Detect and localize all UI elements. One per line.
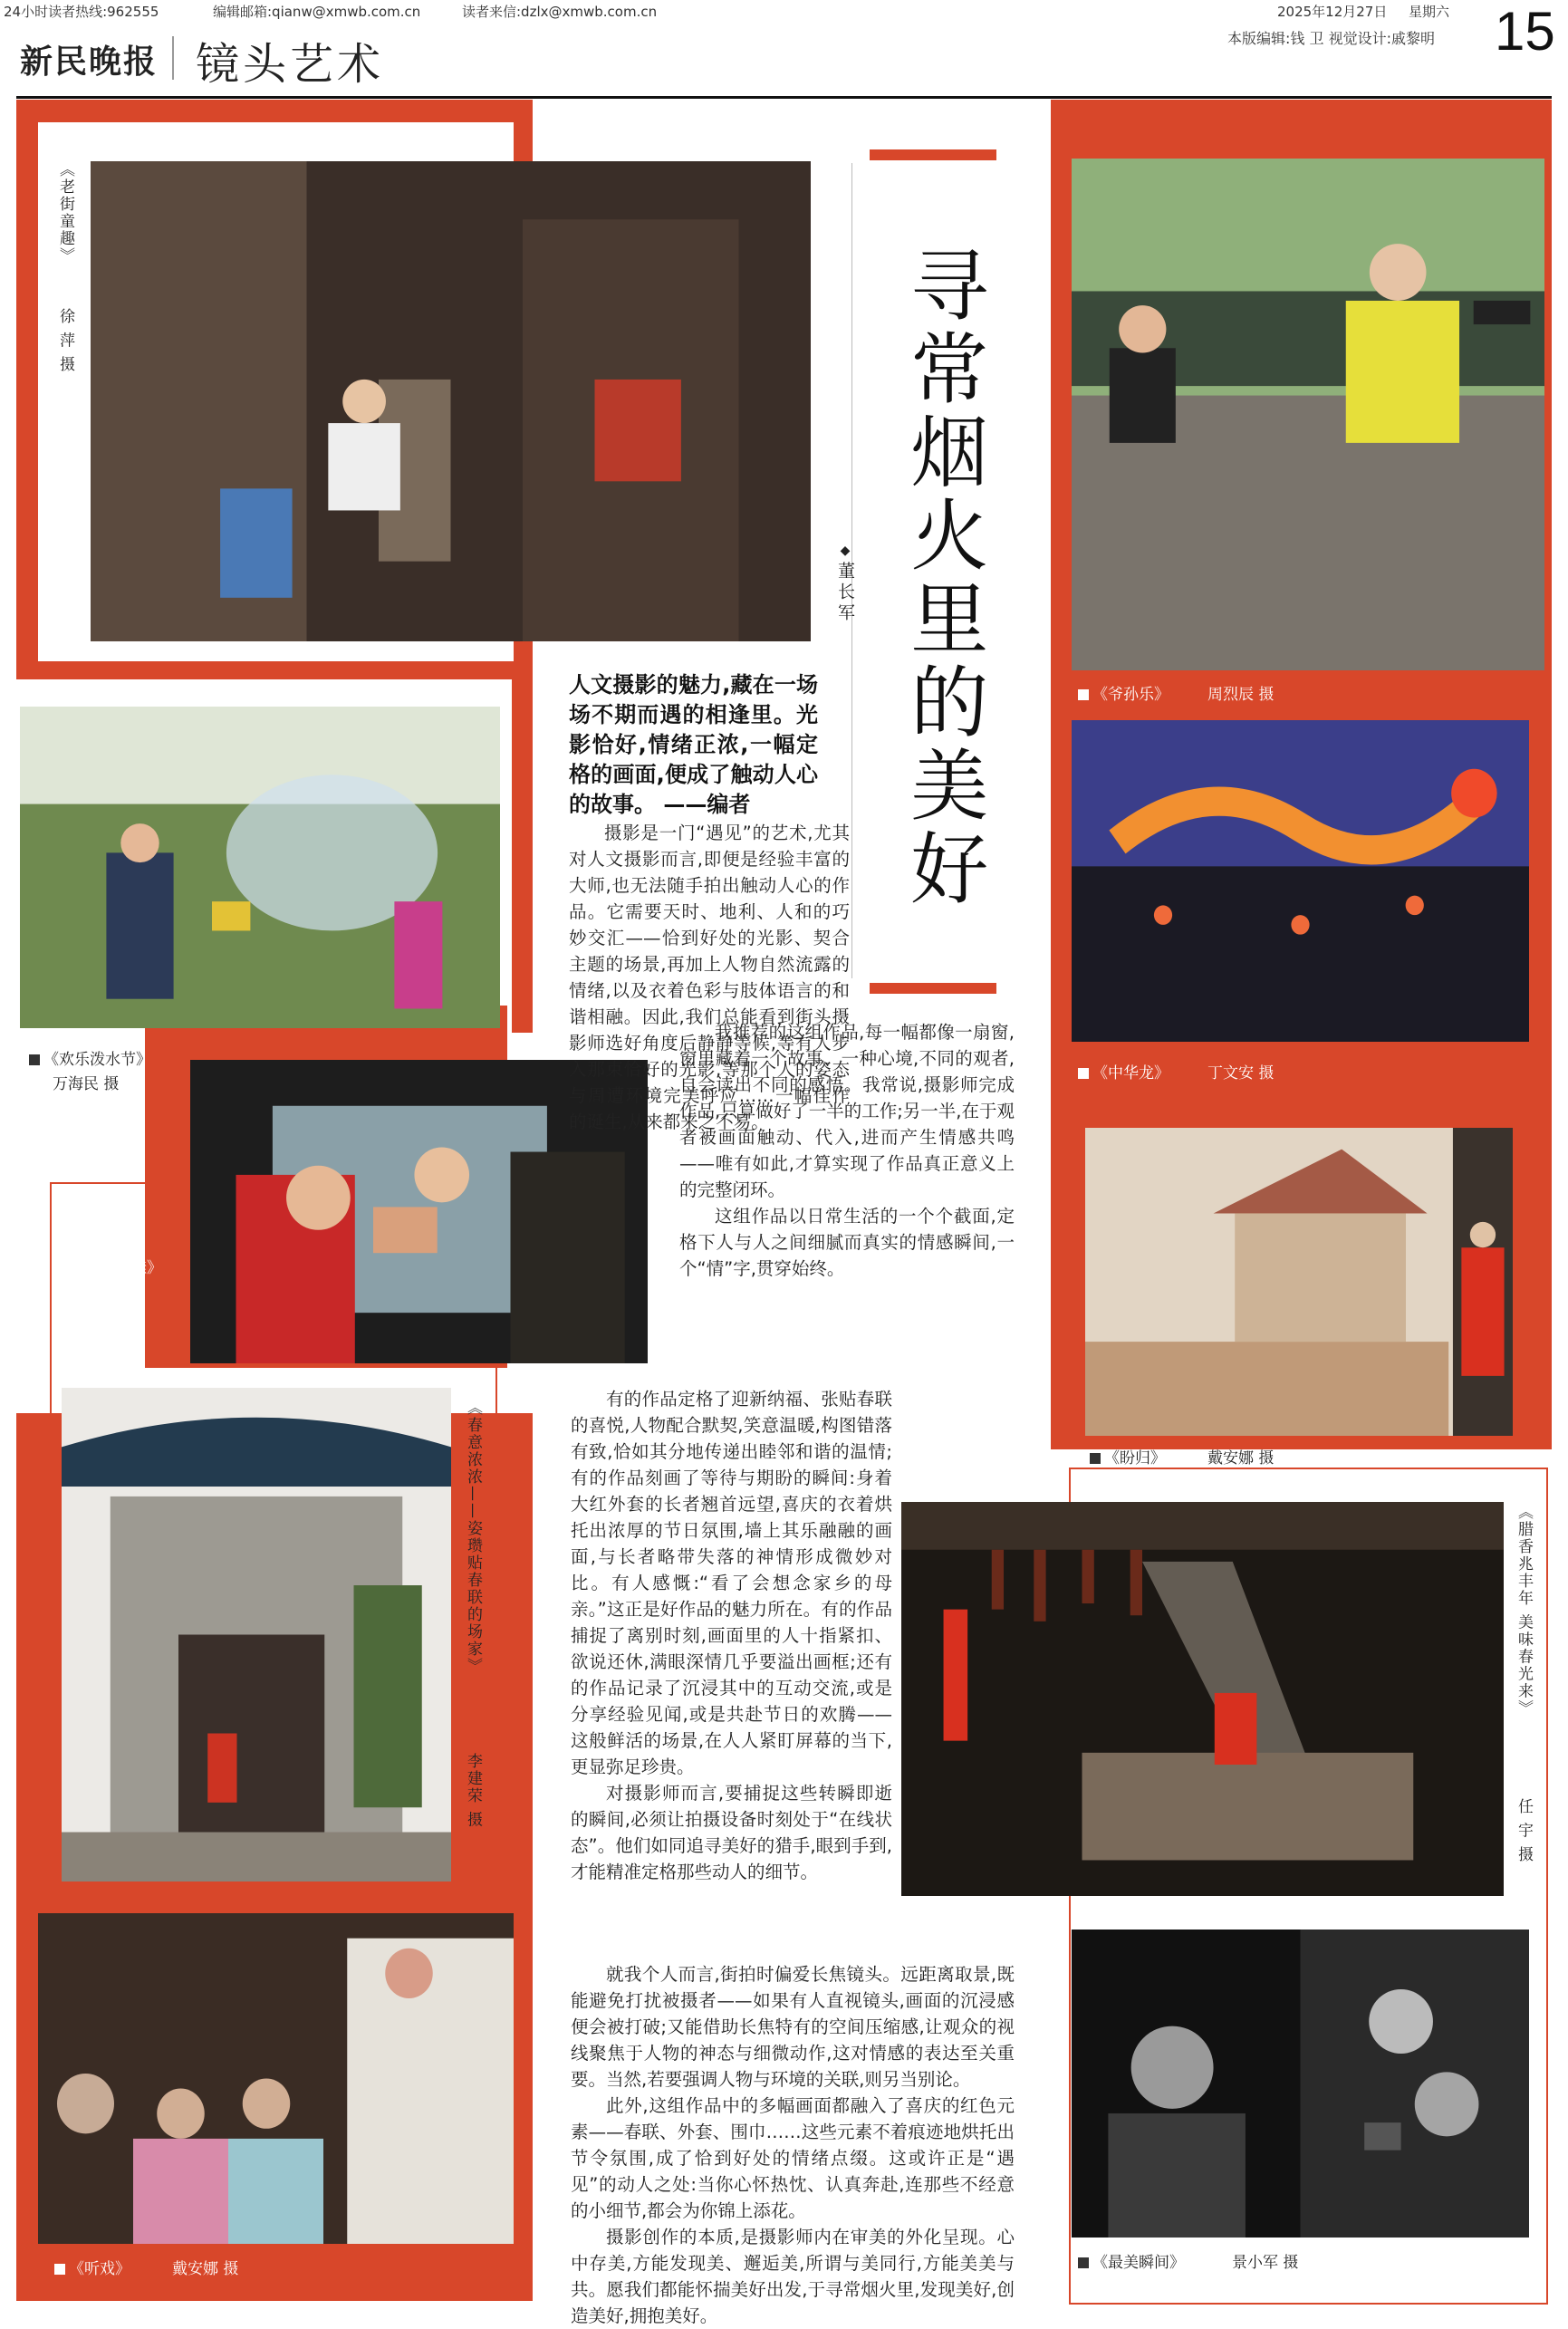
caption-p5-title: 《听戏》 [54,2256,130,2278]
caption-p7-title: 《中华龙》 [1078,1060,1169,1083]
caption-p10-title: 《最美瞬间》 [1078,2249,1185,2272]
red-strip [16,661,533,679]
date: 2025年12月27日 [1277,4,1388,20]
paragraph-3: 这组作品以日常生活的一个个截面,定格下人与人之间细腻而真实的情感瞬间,一个“情”字,贯穿始终。 [679,1206,1015,1279]
caption-p8-title: 《盼归》 [1090,1445,1166,1468]
caption-p3-credit: 李 立 摄 [86,1282,142,1300]
paragraph-4: 有的作品定格了迎新纳福、张贴春联的喜悦,人物配合默契,笑意温暖,构图错落有致,恰如其分地传递出睦邻和谐的温情;有的作品刻画了等待与期盼的瞬间:身着大红外套的长者翘首远望,喜庆的衣着烘托出浓厚的节日氛围,墙上其乐融融的画面,与长者略带失落的神情形成微妙对比。有人感慨:“看了会想念家乡的母亲。”这正是好作品的魅力所在。有的作品捕捉了离别时刻,画面里的人十指紧扣、欲说还休,满眼深情几乎要溢出画框;还有的作品记录了沉浸其中的互动交流,或是分享经验见闻,或是共赴节日的欢腾——这般鲜活的场景,在人人紧盯屏幕的当下,更显弥足珍贵。 [571,1389,892,1777]
red-strip-right [512,661,533,1033]
caption-p2-title: 《欢乐泼水节》 [29,1046,151,1069]
caption-p2-credit: 万海民 摄 [53,1075,120,1093]
title-bar-top [870,149,996,160]
caption-p8-credit: 戴安娜 摄 [1207,1449,1275,1468]
photo-opera-watching [38,1913,514,2244]
paragraph-2: 我推荐的这组作品,每一幅都像一扇窗,窗里藏着一个故事、一种心境,不同的观者,自会读出不同的感悟。我常说,摄影师完成作品,只算做好了一半的工作;另一半,在于观者被画面触动、代入,进而产生情感共鸣——唯有如此,才算实现了作品真正意义上的完整闭环。 [679,1022,1015,1200]
section-title: 镜头艺术 [196,39,385,90]
page-number: 15 [1495,1,1555,62]
caption-p3-title: 《牵挂》 [86,1255,162,1277]
article-author: ◆董长军 [835,544,855,624]
weekday: 星期六 [1409,4,1450,20]
masthead-separator [172,36,174,80]
article-title: 寻常烟火里的美好 [897,245,988,911]
caption-p4-title: 《春意浓浓——姿瓒贴春联的场家》 [464,1400,482,1675]
paragraph-8: 摄影创作的本质,是摄影师内在审美的外化呈现。心中存美,方能发现美、邂逅美,所谓与美同行,方能美美与共。愿我们都能怀揣美好出发,于寻常烟火里,发现美好,创造美好,拥抱美好。 [571,2227,1015,2326]
photo-water-festival [20,707,500,1028]
paragraph-6: 就我个人而言,街拍时偏爱长焦镜头。远距离取景,既能避免打扰被摄者——如果有人直视镜头,画面的沉浸感便会被打破;又能借助长焦特有的空间压缩感,让观众的视线聚焦于人物的神态与细微动作,这对情感的表达至关重要。当然,若要强调人物与环境的关联,则另当别论。 [571,1964,1015,2090]
article-body-col1 [569,820,850,1132]
photo-old-street-kids [91,161,811,641]
article-lead: 人文摄影的魅力,藏在一场场不期而遇的相逢里。光影恰好,情绪正浓,一幅定格的画面,便成了触动人心的故事。 ——编者 [569,672,818,817]
caption-p6-title: 《爷孙乐》 [1078,681,1169,704]
photo-cured-meat-kitchen [901,1502,1504,1896]
article-body-col3 [571,1386,892,1957]
photo-grandpa-grandson [1072,159,1544,670]
photo-best-moment [1072,1930,1529,2238]
photo-waiting-return [1085,1128,1513,1436]
caption-p1-title: 《老街童趣》 [56,161,74,265]
caption-p6-credit: 周烈辰 摄 [1207,686,1275,704]
caption-p1-credit: 徐 萍 摄 [56,308,74,373]
masthead-rule [16,96,1552,99]
caption-p9-credit: 任 宇 摄 [1515,1798,1533,1863]
photo-spring-couplets [62,1388,451,1881]
paragraph-5: 对摄影师而言,要捕捉这些转瞬即逝的瞬间,必须让拍摄设备时刻处于“在线状态”。他们如同追寻美好的猎手,眼到手到,才能精准定格那些动人的细节。 [571,1783,892,1882]
caption-p5-credit: 戴安娜 摄 [172,2260,239,2278]
newspaper-logo: 新民晚报 [20,43,159,81]
article-body-col2 [679,1019,1015,1381]
hotline: 24小时读者热线:962555 [4,4,159,20]
article-body-col4 [571,1961,1015,2326]
caption-p10-credit: 景小军 摄 [1232,2254,1299,2272]
caption-p4-credit: 李建荣 摄 [464,1753,482,1829]
edit-email: 编辑邮箱:qianw@xmwb.com.cn [213,4,421,20]
editor-credit: 本版编辑:钱 卫 视觉设计:戚黎明 [1227,30,1435,47]
paragraph-1: 摄影是一门“遇见”的艺术,尤其对人文摄影而言,即便是经验丰富的大师,也无法随手拍出触动人心的作品。它需要天时、地利、人和的巧妙交汇——恰到好处的光影、契合主题的场景,再加上人物自然流露的情绪,以及衣着色彩与肢体语言的和谐相融。因此,我们总能看到街头摄影师选好角度后静静等候,等有人步入那束恰好的光影,等那个人的姿态与周遭环境完美呼应……一幅佳作的诞生,从来都来之不易。 [569,823,850,1132]
reader-email: 读者来信:dzlx@xmwb.com.cn [462,4,658,20]
title-bar-bottom [870,983,996,994]
paragraph-7: 此外,这组作品中的多幅画面都融入了喜庆的红色元素——春联、外套、围巾……这些元素不着痕迹地烘托出节令氛围,成了恰到好处的情绪点缀。这或许正是“遇见”的动人之处:当你心怀热忱、认真奔赴,连那些不经意的小细节,都会为你锦上添花。 [571,2095,1015,2221]
photo-chinese-dragon [1072,720,1529,1042]
caption-p9-title: 《腊香兆丰年 美味春光来》 [1515,1504,1533,1718]
top-info-line [0,0,1568,18]
caption-p7-credit: 丁文安 摄 [1207,1064,1275,1083]
